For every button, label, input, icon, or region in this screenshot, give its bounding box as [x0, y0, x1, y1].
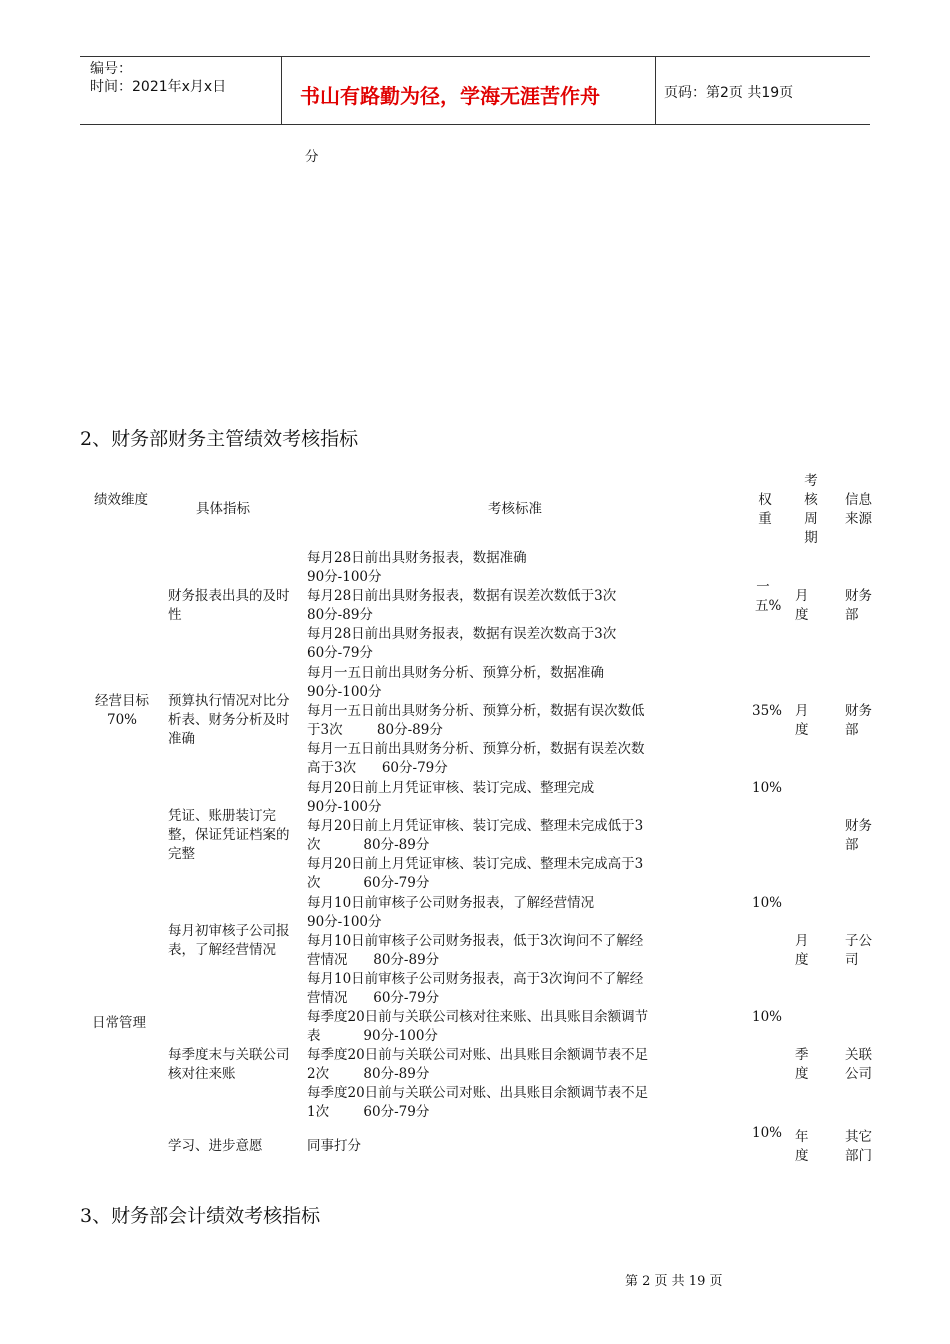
criteria-line: 60分-79分: [307, 645, 373, 661]
criteria-line: 每季度20日前与关联公司对账、出具账目余额调节表不足: [307, 1047, 649, 1063]
header-divider-left: [281, 56, 282, 125]
leftover-text: 分: [305, 149, 319, 165]
cycle-intercompany-reconciliation: 季度: [795, 1047, 809, 1082]
cycle-report-timeliness: 月度: [795, 588, 809, 623]
indicator-budget-analysis: 预算执行情况对比分析表、财务分析及时准确: [168, 693, 290, 747]
weight-report-timeliness: 一五%: [755, 579, 782, 614]
weight-budget-analysis: 35%: [752, 703, 783, 719]
cycle-budget-analysis: 月度: [795, 703, 809, 738]
cycle-learning-willingness: 年度: [795, 1129, 809, 1164]
criteria-line: 80分-89分: [307, 607, 373, 623]
criteria-line: 每月20日前上月凭证审核、装订完成、整理完成: [307, 780, 595, 796]
criteria-line: 90分-100分: [307, 799, 382, 815]
criteria-budget-analysis: [307, 664, 645, 778]
criteria-line: 90分-100分: [307, 569, 382, 585]
col-header-source: 信息来源: [845, 492, 872, 527]
criteria-line: 每季度20日前与关联公司对账、出具账目余额调节表不足: [307, 1085, 649, 1101]
source-budget-analysis: 财务部: [845, 703, 872, 738]
col-header-standard: 考核标准: [488, 501, 542, 517]
header-motto: 书山有路勤为径，学海无涯苦作舟: [300, 84, 600, 108]
criteria-line: 次 60分-79分: [307, 875, 430, 891]
criteria-line: 每月一五日前出具财务分析、预算分析，数据有误次数低: [307, 703, 645, 719]
criteria-learning-willingness: [307, 1137, 361, 1156]
criteria-line: 90分-100分: [307, 914, 382, 930]
indicator-voucher-binding: 凭证、账册装订完整，保证凭证档案的完整: [168, 808, 290, 862]
dimension-business-goal: 经营目标70%: [95, 693, 149, 728]
criteria-line: 于3次 80分-89分: [307, 722, 443, 738]
criteria-subsidiary-review: [307, 894, 643, 1008]
criteria-line: 每月10日前审核子公司财务报表，低于3次询问不了解经: [307, 933, 644, 949]
criteria-line: 每月28日前出具财务报表，数据有误差次数高于3次: [307, 626, 617, 642]
indicator-intercompany-reconciliation: 每季度末与关联公司核对往来账: [168, 1047, 290, 1082]
source-learning-willingness: 其它部门: [845, 1129, 872, 1164]
criteria-line: 每月一五日前出具财务分析、预算分析，数据准确: [307, 665, 604, 681]
criteria-line: 每月20日前上月凭证审核、装订完成、整理未完成低于3: [307, 818, 644, 834]
criteria-report-timeliness: [307, 549, 616, 663]
weight-learning-willingness: 10%: [752, 1125, 783, 1141]
indicator-subsidiary-review: 每月初审核子公司报表，了解经营情况: [168, 923, 290, 958]
section-2-title: 2、财务部财务主管绩效考核指标: [80, 428, 359, 450]
col-header-cycle: 考核周期: [804, 473, 818, 546]
source-intercompany-reconciliation: 关联公司: [845, 1047, 872, 1082]
criteria-line: 每月28日前出具财务报表，数据准确: [307, 550, 527, 566]
date-label: 时间：2021年x月x日: [90, 79, 227, 95]
source-subsidiary-review: 子公司: [845, 933, 872, 968]
col-header-dimension: 绩效维度: [94, 492, 148, 508]
serial-number-label: 编号：: [90, 61, 132, 77]
criteria-line: 每月一五日前出具财务分析、预算分析，数据有误差次数: [307, 741, 645, 757]
section-3-title: 3、财务部会计绩效考核指标: [80, 1205, 321, 1227]
criteria-line: 表 90分-100分: [307, 1028, 438, 1044]
criteria-intercompany-reconciliation: [307, 1008, 648, 1122]
weight-subsidiary-review: 10%: [752, 895, 783, 911]
header-bottom-rule: [80, 124, 870, 125]
criteria-line: 每月10日前审核子公司财务报表，高于3次询问不了解经: [307, 971, 644, 987]
weight-voucher-binding: 10%: [752, 780, 783, 796]
criteria-line: 1次 60分-79分: [307, 1104, 430, 1120]
source-voucher-binding: 财务部: [845, 818, 872, 853]
criteria-voucher-binding: [307, 779, 643, 893]
source-report-timeliness: 财务部: [845, 588, 872, 623]
header-top-rule: [80, 56, 870, 57]
indicator-report-timeliness: 财务报表出具的及时性: [168, 588, 290, 623]
criteria-line: 每月20日前上月凭证审核、装订完成、整理未完成高于3: [307, 856, 644, 872]
criteria-line: 2次 80分-89分: [307, 1066, 430, 1082]
header-divider-right: [655, 56, 656, 125]
criteria-line: 营情况 60分-79分: [307, 990, 440, 1006]
page-footer: 第 2 页 共 19 页: [625, 1274, 723, 1289]
dimension-daily-management: 日常管理: [92, 1015, 146, 1031]
criteria-line: 90分-100分: [307, 684, 382, 700]
criteria-line: 次 80分-89分: [307, 837, 430, 853]
indicator-learning-willingness: 学习、进步意愿: [168, 1138, 263, 1154]
cycle-subsidiary-review: 月度: [795, 933, 809, 968]
criteria-line: 每月28日前出具财务报表，数据有误差次数低于3次: [307, 588, 617, 604]
col-header-weight: 权重: [758, 492, 772, 527]
weight-intercompany-reconciliation: 10%: [752, 1009, 783, 1025]
criteria-line: 营情况 80分-89分: [307, 952, 440, 968]
criteria-line: 每季度20日前与关联公司核对往来账、出具账目余额调节: [307, 1009, 649, 1025]
col-header-indicator: 具体指标: [196, 501, 250, 517]
header-page-info: 页码：第2页 共19页: [664, 85, 794, 101]
criteria-line: 每月10日前审核子公司财务报表，了解经营情况: [307, 895, 595, 911]
criteria-line: 高于3次 60分-79分: [307, 760, 448, 776]
criteria-line: 同事打分: [307, 1138, 361, 1154]
